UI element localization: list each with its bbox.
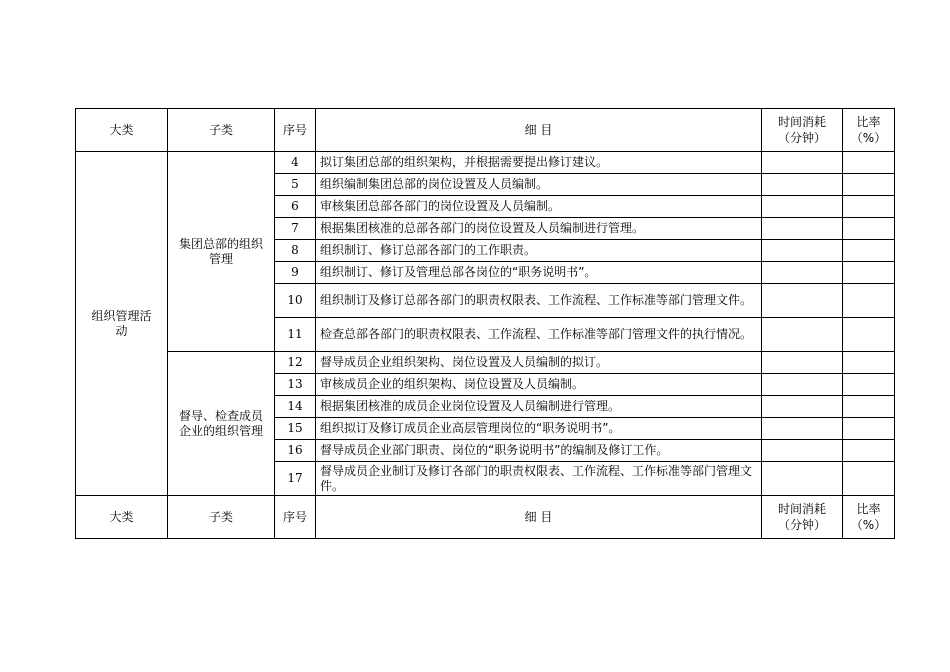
row-detail: 检查总部各部门的职责权限表、工作流程、工作标准等部门管理文件的执行情况。 [316, 318, 762, 352]
table-header-row-top [76, 109, 895, 152]
row-number: 14 [275, 396, 316, 418]
row-number: 6 [275, 196, 316, 218]
row-detail: 组织制订、修订及管理总部各岗位的“职务说明书”。 [316, 262, 762, 284]
ratio-cell[interactable] [843, 240, 895, 262]
row-number: 17 [275, 462, 316, 496]
header-subcategory: 子类 [168, 109, 275, 152]
ratio-cell[interactable] [843, 152, 895, 174]
work-analysis-table [75, 108, 895, 539]
subcategory-cell: 集团总部的组织管理 [168, 152, 275, 352]
row-detail: 组织制订及修订总部各部门的职责权限表、工作流程、工作标准等部门管理文件。 [316, 284, 762, 318]
footer-ratio-label: 比率 [856, 502, 881, 516]
ratio-cell[interactable] [843, 374, 895, 396]
header-time-unit: （分钟） [777, 131, 826, 145]
footer-ratio-unit: （%） [850, 518, 887, 532]
footer-time [762, 496, 843, 539]
time-cell[interactable] [762, 418, 843, 440]
ratio-cell[interactable] [843, 262, 895, 284]
header-time-label: 时间消耗 [777, 115, 826, 129]
row-number: 15 [275, 418, 316, 440]
footer-category: 大类 [76, 496, 168, 539]
header-ratio [843, 109, 895, 152]
time-cell[interactable] [762, 318, 843, 352]
row-number: 13 [275, 374, 316, 396]
footer-detail: 细 目 [316, 496, 762, 539]
row-number: 9 [275, 262, 316, 284]
row-detail: 督导成员企业制订及修订各部门的职责权限表、工作流程、工作标准等部门管理文件。 [316, 462, 762, 496]
footer-ratio [843, 496, 895, 539]
ratio-cell[interactable] [843, 396, 895, 418]
row-number: 11 [275, 318, 316, 352]
time-cell[interactable] [762, 462, 843, 496]
footer-sequence: 序号 [275, 496, 316, 539]
row-detail: 督导成员企业组织架构、岗位设置及人员编制的拟订。 [316, 352, 762, 374]
row-number: 12 [275, 352, 316, 374]
category-cell: 组织管理活动 [76, 152, 168, 496]
row-number: 5 [275, 174, 316, 196]
ratio-cell[interactable] [843, 174, 895, 196]
ratio-cell[interactable] [843, 196, 895, 218]
row-number: 7 [275, 218, 316, 240]
table-row [76, 352, 895, 374]
time-cell[interactable] [762, 218, 843, 240]
table-row [76, 152, 895, 174]
row-detail: 督导成员企业部门职责、岗位的“职务说明书”的编制及修订工作。 [316, 440, 762, 462]
footer-subcategory: 子类 [168, 496, 275, 539]
header-ratio-label: 比率 [856, 115, 881, 129]
ratio-cell[interactable] [843, 318, 895, 352]
time-cell[interactable] [762, 240, 843, 262]
row-detail: 拟订集团总部的组织架构，并根据需要提出修订建议。 [316, 152, 762, 174]
header-detail: 细 目 [316, 109, 762, 152]
row-detail: 根据集团核准的成员企业岗位设置及人员编制进行管理。 [316, 396, 762, 418]
row-number: 8 [275, 240, 316, 262]
ratio-cell[interactable] [843, 284, 895, 318]
row-detail: 根据集团核准的总部各部门的岗位设置及人员编制进行管理。 [316, 218, 762, 240]
ratio-cell[interactable] [843, 352, 895, 374]
row-detail: 审核成员企业的组织架构、岗位设置及人员编制。 [316, 374, 762, 396]
row-detail: 组织制订、修订总部各部门的工作职责。 [316, 240, 762, 262]
footer-time-unit: （分钟） [777, 518, 826, 532]
subcategory-cell: 督导、检查成员企业的组织管理 [168, 352, 275, 496]
time-cell[interactable] [762, 440, 843, 462]
header-time [762, 109, 843, 152]
row-number: 10 [275, 284, 316, 318]
time-cell[interactable] [762, 152, 843, 174]
header-ratio-unit: （%） [850, 131, 887, 145]
table-header-row-bottom [76, 496, 895, 539]
time-cell[interactable] [762, 374, 843, 396]
row-number: 4 [275, 152, 316, 174]
time-cell[interactable] [762, 196, 843, 218]
header-sequence: 序号 [275, 109, 316, 152]
time-cell[interactable] [762, 396, 843, 418]
ratio-cell[interactable] [843, 440, 895, 462]
row-number: 16 [275, 440, 316, 462]
time-cell[interactable] [762, 174, 843, 196]
ratio-cell[interactable] [843, 418, 895, 440]
time-cell[interactable] [762, 284, 843, 318]
row-detail: 审核集团总部各部门的岗位设置及人员编制。 [316, 196, 762, 218]
footer-time-label: 时间消耗 [777, 502, 826, 516]
header-category: 大类 [76, 109, 168, 152]
row-detail: 组织拟订及修订成员企业高层管理岗位的“职务说明书”。 [316, 418, 762, 440]
ratio-cell[interactable] [843, 462, 895, 496]
time-cell[interactable] [762, 262, 843, 284]
row-detail: 组织编制集团总部的岗位设置及人员编制。 [316, 174, 762, 196]
time-cell[interactable] [762, 352, 843, 374]
ratio-cell[interactable] [843, 218, 895, 240]
